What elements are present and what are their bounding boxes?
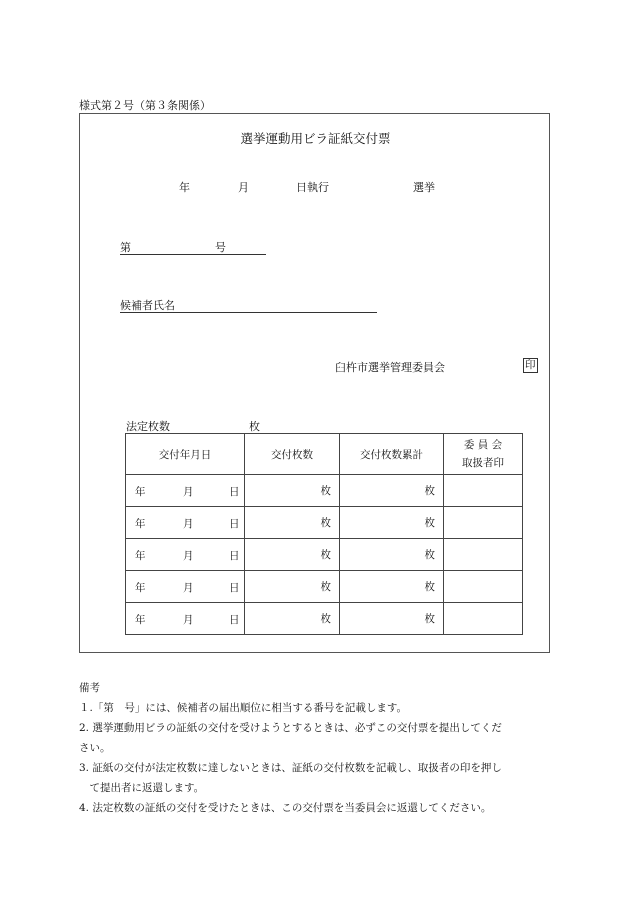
- row-month-label: 月: [183, 550, 194, 562]
- row-cumulative-cell[interactable]: [340, 603, 444, 635]
- row-count-unit: 枚: [320, 517, 331, 529]
- row-cumulative-unit: 枚: [424, 485, 435, 497]
- note-line: 2. 選挙運動用ビラの証紙の交付を受けようとするときは、必ずこの交付票を提出してくだ: [79, 722, 502, 734]
- row-count-cell[interactable]: [245, 603, 340, 635]
- row-count-unit: 枚: [320, 549, 331, 561]
- notes-section: [79, 678, 559, 818]
- row-cumulative-unit: 枚: [424, 581, 435, 593]
- row-date-cell[interactable]: [126, 571, 245, 603]
- number-suffix: 号: [215, 241, 226, 254]
- table-row: [126, 539, 523, 571]
- seal-mark: 印: [525, 359, 536, 371]
- row-count-unit: 枚: [320, 581, 331, 593]
- row-month-label: 月: [183, 614, 194, 626]
- date-month-label: 月: [238, 181, 249, 194]
- legal-count-unit: 枚: [249, 420, 260, 433]
- date-year-label: 年: [179, 181, 190, 194]
- date-day-label: 日執行: [296, 181, 329, 194]
- notes-heading: 備考: [79, 682, 100, 694]
- header-committee: [444, 434, 523, 475]
- row-month-label: 月: [183, 518, 194, 530]
- election-label: 選挙: [413, 181, 435, 194]
- voucher-frame: [79, 113, 550, 653]
- table-row: [126, 571, 523, 603]
- row-cumulative-unit: 枚: [424, 549, 435, 561]
- row-year-label: 年: [135, 486, 146, 498]
- row-month-label: 月: [183, 582, 194, 594]
- row-count-cell[interactable]: [245, 539, 340, 571]
- row-seal-cell[interactable]: [444, 571, 523, 603]
- table-row: [126, 475, 523, 507]
- row-seal-cell[interactable]: [444, 539, 523, 571]
- note-line: さい。: [79, 742, 111, 754]
- row-cumulative-cell[interactable]: [340, 475, 444, 507]
- row-date-cell[interactable]: [126, 475, 245, 507]
- row-day-label: 日: [229, 550, 240, 562]
- row-date-cell[interactable]: [126, 507, 245, 539]
- note-line: １.「第 号」には、候補者の届出順位に相当する番号を記載します。: [79, 702, 407, 714]
- header-cumulative: 交付枚数累計: [340, 434, 444, 475]
- row-day-label: 日: [229, 518, 240, 530]
- row-month-label: 月: [183, 486, 194, 498]
- row-seal-cell[interactable]: [444, 507, 523, 539]
- row-year-label: 年: [135, 582, 146, 594]
- candidate-name-line: [120, 297, 377, 313]
- row-count-cell[interactable]: [245, 571, 340, 603]
- legal-count-label: 法定枚数: [126, 420, 170, 433]
- header-committee-line2: 取扱者印: [462, 457, 504, 469]
- row-count-unit: 枚: [320, 613, 331, 625]
- row-count-cell[interactable]: [245, 507, 340, 539]
- row-seal-cell[interactable]: [444, 603, 523, 635]
- row-year-label: 年: [135, 518, 146, 530]
- row-year-label: 年: [135, 614, 146, 626]
- note-line: 4. 法定枚数の証紙の交付を受けたときは、この交付票を当委員会に返還してください。: [79, 802, 492, 814]
- row-cumulative-cell[interactable]: [340, 571, 444, 603]
- note-line: 3. 証紙の交付が法定枚数に達しないときは、証紙の交付枚数を記載し、取扱者の印を押し: [79, 762, 502, 774]
- form-reference: 様式第２号（第３条関係）: [79, 99, 211, 112]
- note-line: て提出者に返還します。: [79, 782, 205, 794]
- row-date-cell[interactable]: [126, 539, 245, 571]
- row-year-label: 年: [135, 550, 146, 562]
- row-cumulative-cell[interactable]: [340, 539, 444, 571]
- issuance-table: [125, 433, 523, 635]
- row-day-label: 日: [229, 486, 240, 498]
- candidate-name-label: 候補者氏名: [120, 299, 175, 312]
- row-cumulative-unit: 枚: [424, 613, 435, 625]
- table-header-row: [126, 434, 523, 475]
- row-day-label: 日: [229, 614, 240, 626]
- number-prefix: 第: [120, 241, 131, 254]
- issuer-name: 臼杵市選挙管理委員会: [335, 361, 445, 374]
- row-count-unit: 枚: [320, 485, 331, 497]
- row-seal-cell[interactable]: [444, 475, 523, 507]
- table-row: [126, 603, 523, 635]
- row-cumulative-unit: 枚: [424, 517, 435, 529]
- header-committee-line1: 委 員 会: [463, 439, 503, 451]
- row-day-label: 日: [229, 582, 240, 594]
- number-underline: [120, 239, 266, 255]
- header-count: 交付枚数: [245, 434, 340, 475]
- table-row: [126, 507, 523, 539]
- header-date: 交付年月日: [126, 434, 245, 475]
- row-cumulative-cell[interactable]: [340, 507, 444, 539]
- row-date-cell[interactable]: [126, 603, 245, 635]
- page-title: 選挙運動用ビラ証紙交付票: [240, 131, 391, 146]
- row-count-cell[interactable]: [245, 475, 340, 507]
